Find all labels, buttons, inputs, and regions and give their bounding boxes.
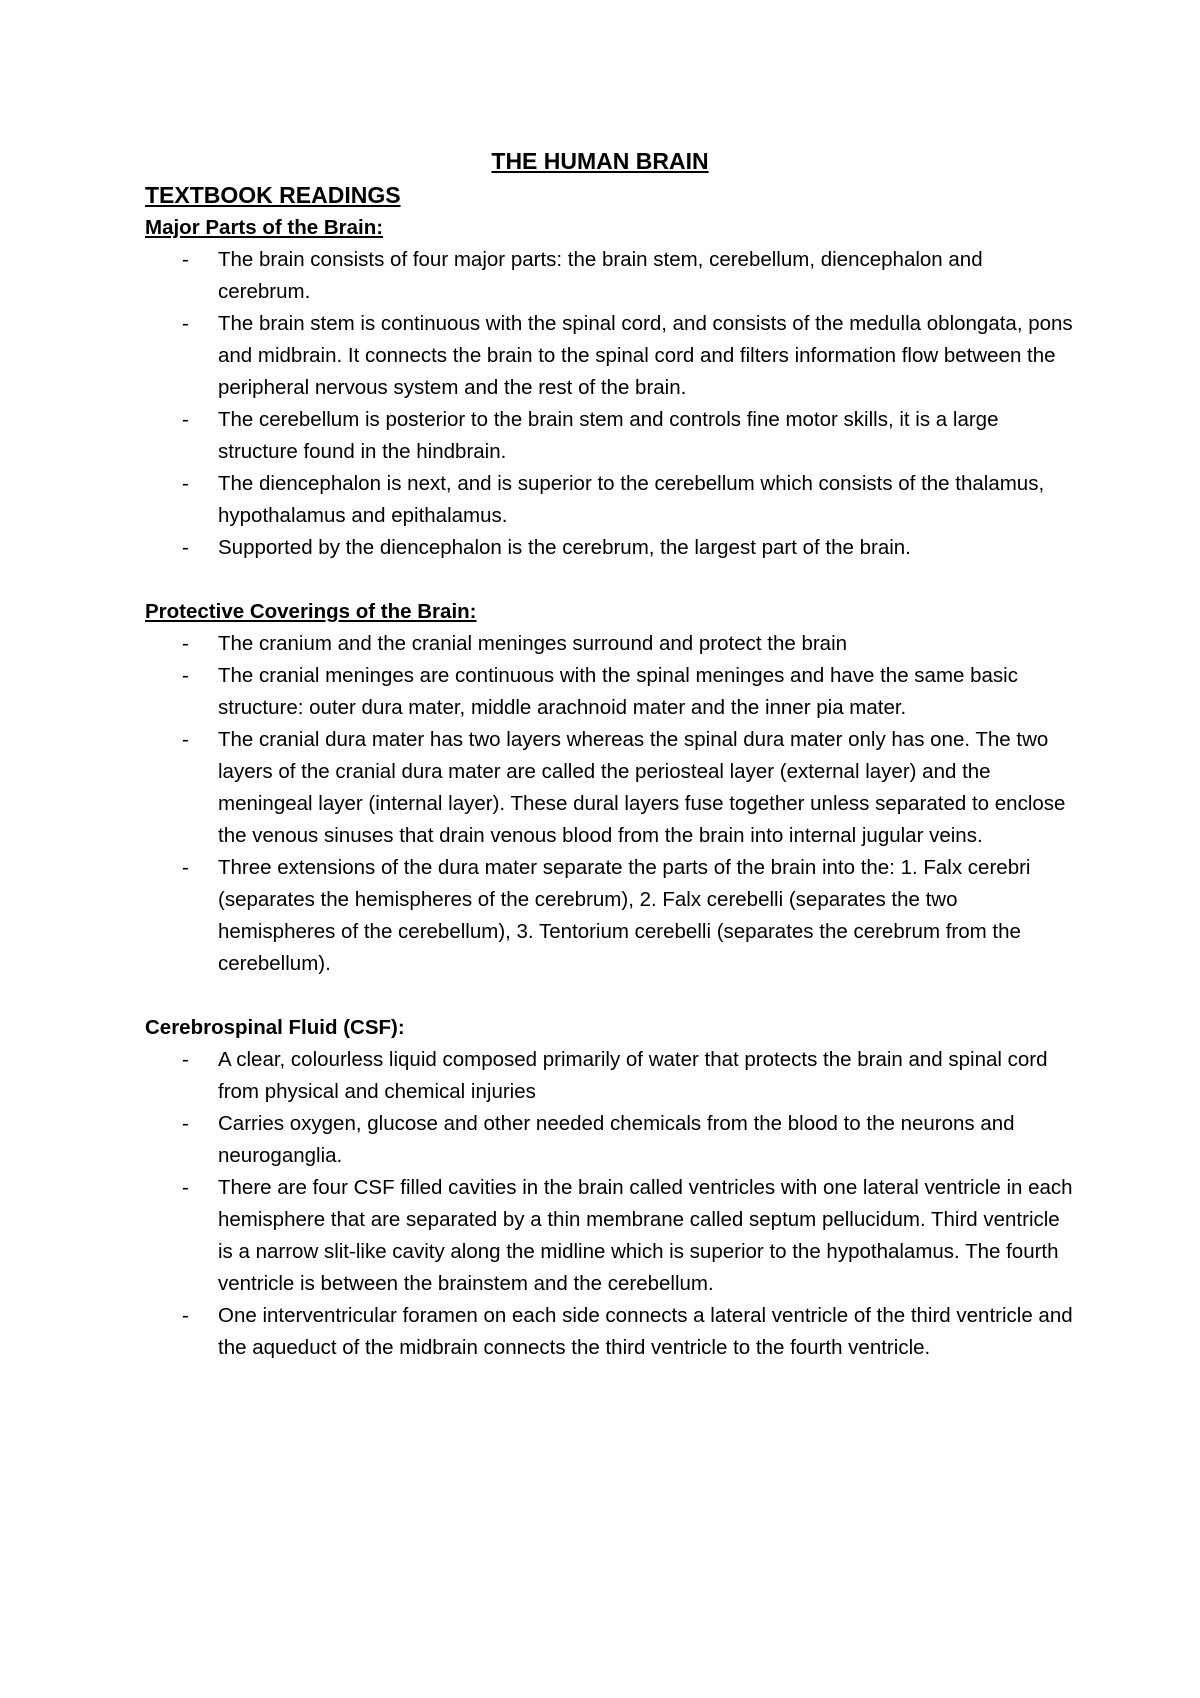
- bullet-text: Supported by the diencephalon is the cerebrum, the largest part of the brain.: [218, 536, 911, 559]
- list-item: [145, 724, 1075, 852]
- subheading-textbook-readings: TEXTBOOK READINGS: [145, 182, 401, 208]
- bullet-dash: -: [182, 312, 189, 335]
- bullet-dash: -: [182, 536, 189, 559]
- list-item: [145, 1108, 1075, 1172]
- bullet-text: The cranial meninges are continuous with the spinal meninges and have the same basic structure: outer dura mater, middle arachnoid mater and the inner pia mater.: [218, 664, 1018, 719]
- section-major-parts: [145, 212, 1075, 564]
- bullet-text: There are four CSF filled cavities in the brain called ventricles with one lateral ventricle in each hemisphere that are separated by a thin membrane called septum pellucidum. Third ventricle is a narrow slit-like cavity along the midline which is superior to the hypothalamus. The fourth ventricle is between the brainstem and the cerebellum.: [218, 1176, 1073, 1295]
- bullet-dash: -: [182, 408, 189, 431]
- bullet-dash: -: [182, 856, 189, 879]
- section-heading: Protective Coverings of the Brain:: [145, 600, 477, 623]
- bullet-text: Carries oxygen, glucose and other needed chemicals from the blood to the neurons and neuroganglia.: [218, 1112, 1015, 1167]
- bullet-text: The cerebellum is posterior to the brain stem and controls fine motor skills, it is a large structure found in the hindbrain.: [218, 408, 999, 463]
- list-item: [145, 1044, 1075, 1108]
- bullet-text: One interventricular foramen on each side connects a lateral ventricle of the third ventricle and the aqueduct of the midbrain connects the third ventricle to the fourth ventricle.: [218, 1304, 1073, 1359]
- list-item: [145, 628, 1075, 660]
- bullet-list: [145, 628, 1075, 980]
- bullet-text: Three extensions of the dura mater separate the parts of the brain into the: 1. Falx cerebri (separates the hemispheres of the cerebrum), 2. Falx cerebelli (separates the two hemispheres of the cerebellum), 3. Tentorium cerebelli (separates the cerebrum from the cerebellum).: [218, 856, 1031, 975]
- bullet-dash: -: [182, 248, 189, 271]
- bullet-dash: -: [182, 664, 189, 687]
- section-protective-coverings: [145, 596, 1075, 980]
- document-body: [145, 178, 1075, 1364]
- bullet-text: A clear, colourless liquid composed primarily of water that protects the brain and spinal cord from physical and chemical injuries: [218, 1048, 1048, 1103]
- bullet-text: The brain stem is continuous with the spinal cord, and consists of the medulla oblongata, pons and midbrain. It connects the brain to the spinal cord and filters information flow between the peripheral nervous system and the rest of the brain.: [218, 312, 1073, 399]
- bullet-text: The diencephalon is next, and is superior to the cerebellum which consists of the thalamus, hypothalamus and epithalamus.: [218, 472, 1045, 527]
- bullet-list: [145, 1044, 1075, 1364]
- bullet-text: The cranium and the cranial meninges surround and protect the brain: [218, 632, 848, 655]
- list-item: [145, 852, 1075, 980]
- page-title: THE HUMAN BRAIN: [491, 148, 709, 174]
- section-heading: Major Parts of the Brain:: [145, 216, 384, 239]
- section-cerebrospinal-fluid: [145, 1012, 1075, 1364]
- bullet-list: [145, 244, 1075, 564]
- bullet-dash: -: [182, 472, 189, 495]
- list-item: [145, 244, 1075, 308]
- bullet-dash: -: [182, 1048, 189, 1071]
- list-item: [145, 1172, 1075, 1300]
- list-item: [145, 1300, 1075, 1364]
- bullet-dash: -: [182, 1304, 189, 1327]
- bullet-dash: -: [182, 1112, 189, 1135]
- bullet-dash: -: [182, 632, 189, 655]
- bullet-dash: -: [182, 1176, 189, 1199]
- section-heading: Cerebrospinal Fluid (CSF):: [145, 1016, 405, 1039]
- list-item: [145, 532, 1075, 564]
- list-item: [145, 660, 1075, 724]
- bullet-text: The cranial dura mater has two layers whereas the spinal dura mater only has one. The two layers of the cranial dura mater are called the periosteal layer (external layer) and the meningeal layer (internal layer). These dural layers fuse together unless separated to enclose the venous sinuses that drain venous blood from the brain into internal jugular veins.: [218, 728, 1066, 847]
- list-item: [145, 468, 1075, 532]
- list-item: [145, 308, 1075, 404]
- bullet-dash: -: [182, 728, 189, 751]
- list-item: [145, 404, 1075, 468]
- bullet-text: The brain consists of four major parts: the brain stem, cerebellum, diencephalon and cerebrum.: [218, 248, 983, 303]
